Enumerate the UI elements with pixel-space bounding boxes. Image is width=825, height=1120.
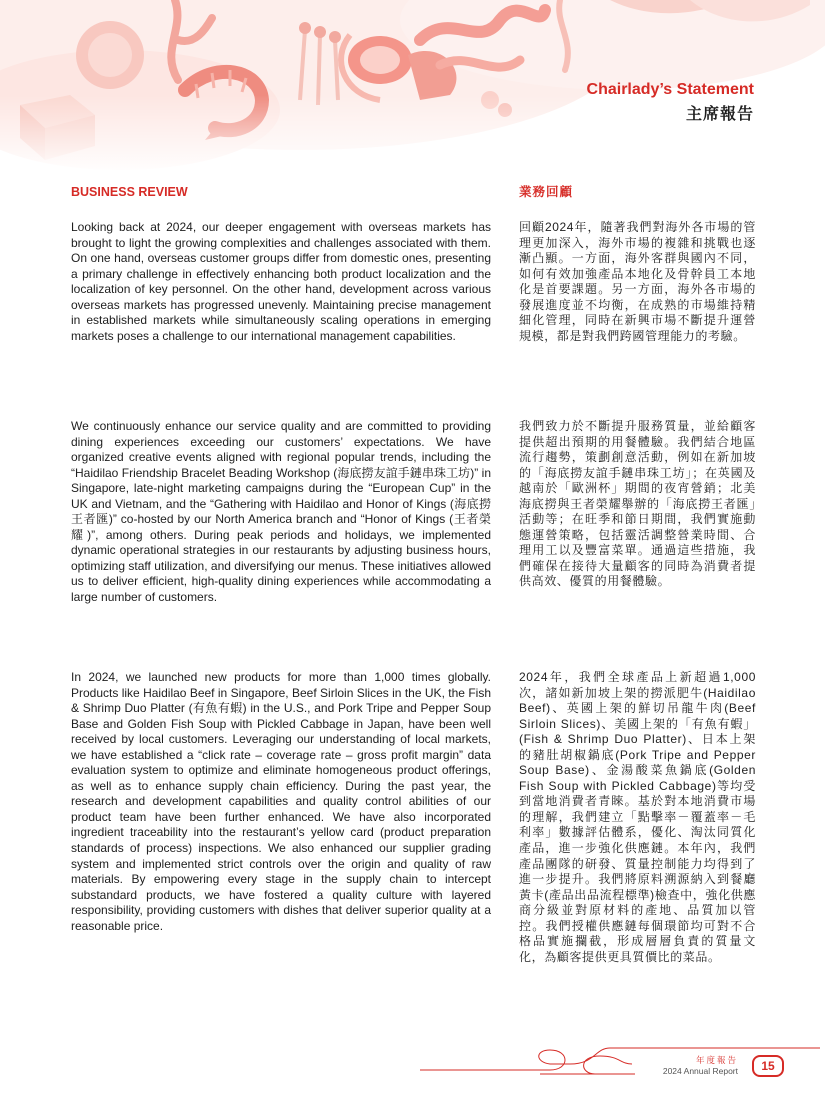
chinese-column: [519, 184, 756, 964]
footer-report-chinese: 年度報告: [695, 1055, 738, 1065]
english-column: [71, 184, 491, 933]
page-number: 15: [752, 1055, 784, 1077]
footer-report-label: [663, 1055, 738, 1077]
header-title-block: [587, 80, 754, 126]
english-paragraph: We continuously enhance our service quality and are committed to providing dining experiences exceeding our customers’ expectations. We have organized creative events aligned with regional popular trends, including the “Haidilao Friendship Bracelet Beading Workshop (海底撈友誼手鏈串珠工坊)” in Singapore, late-night marketing campaigns during the “European Cup” in the UK and Vietnam, and the “Gathering with Haidilao and Honor of Kings (海底撈王者匯)” co-hosted by our North America branch and “Honor of Kings (王者榮耀)”, among others. During peak periods and holidays, we implemented dynamic operational strategies in our restaurants by adjusting business hours, optimizing staff utilization, and diversifying our menus. These initiatives allowed us to deliver efficient, high-quality dining experiences while accommodating a large number of customers.: [71, 419, 491, 605]
english-paragraph: In 2024, we launched new products for more than 1,000 times globally. Products like Haidilao Beef in Singapore, Beef Sirloin Slices in the UK, the Fish & Shrimp Duo Platter (有魚有蝦) in the U.S., and Pork Tripe and Pepper Soup Base and Golden Fish Soup with Pickled Cabbage in Japan, have been well received by local customers. Leveraging our understanding of local markets, we have established a “click rate – coverage rate – gross profit margin” data evaluation system to optimize and eliminate homogeneous product offerings, as well as to enhance supply chain efficiency. During the past year, the research and development capabilities and quality control abilities of our product team have been further enhanced. We have also incorporated ingredient traceability into the restaurant’s yellow card (product preparation standards of process) inspections. We also enhanced our supplier grading system and implemented strict controls over the origin and quality of raw materials. By empowering every stage in the supply chain to intercept substandard products, we have fostered a quality culture with layered responsibility, providing customers with dishes that deliver superior quality at a reasonable price.: [71, 670, 491, 933]
page-title-english: Chairlady’s Statement: [586, 81, 754, 98]
chinese-paragraph: 2024年，我們全球產品上新超過1,000次，諸如新加坡上架的撈派肥牛(Haidilao Beef)、英國上架的鮮切吊龍牛肉(Beef Sirloin Slices)、美國上架的「有魚有蝦」(Fish & Shrimp Duo Platter)、日本上架的豬肚胡椒鍋底(Pork Tripe and Pepper Soup Base)、金湯酸菜魚鍋底(Golden Fish Soup with Pickled Cabbage)等均受到當地消費者青睞。基於對本地消費市場的理解，我們建立「點擊率－覆蓋率－毛利率」數據評估體系，優化、淘汰同質化產品，進一步強化供應鏈。本年內，我們產品團隊的研發、質量控制能力均得到了進一步提升。我們將原料溯源納入到餐廳黃卡(產品出品流程標準)檢查中，強化供應商分級並對原材料的產地、品質加以管控。我們授權供應鏈每個環節均可對不合格品實施攔截，形成層層負責的質量文化，為顧客提供更具質價比的菜品。: [519, 670, 756, 964]
section-heading-english: BUSINESS REVIEW: [71, 185, 188, 199]
english-paragraph: Looking back at 2024, our deeper engagement with overseas markets has brought to light the growing complexities and challenges associated with them. On one hand, overseas customer groups differ from domestic ones, presenting a primary challenge in effectively enhancing both product localization and the localization of key personnel. On the other hand, development across various overseas markets has progressed unevenly. Maintaining precise management in established markets while simultaneously scaling operations in emerging markets poses a challenge to our international management capabilities.: [71, 220, 491, 343]
page-title-chinese: 主席報告: [685, 106, 754, 123]
chinese-paragraph: 回顧2024年，隨著我們對海外各市場的管理更加深入，海外市場的複雜和挑戰也逐漸凸顯。一方面，海外客群與國內不同，如何有效加強產品本地化及骨幹員工本地化是首要課題。另一方面，海外各市場的發展進度並不均衡，在成熟的市場維持精細化管理，同時在新興市場不斷提升運營規模，都是對我們跨國管理能力的考驗。: [519, 220, 756, 343]
footer-report-english: 2024 Annual Report: [662, 1066, 738, 1076]
section-heading-chinese: 業務回顧: [519, 185, 574, 199]
chinese-paragraph: 我們致力於不斷提升服務質量，並給顧客提供超出預期的用餐體驗。我們結合地區流行趨勢，策劃創意活動，例如在新加坡的「海底撈友誼手鏈串珠工坊」；在英國及越南於「歐洲杯」期間的夜宵營銷；北美海底撈與王者榮耀舉辦的「海底撈王者匯」活動等；在旺季和節日期間，我們實施動態運營策略，包括靈活調整營業時間、合理用工以及豐富菜單。通過這些措施，我們確保在接待大量顧客的同時為消費者提供高效、優質的用餐體驗。: [519, 419, 756, 589]
